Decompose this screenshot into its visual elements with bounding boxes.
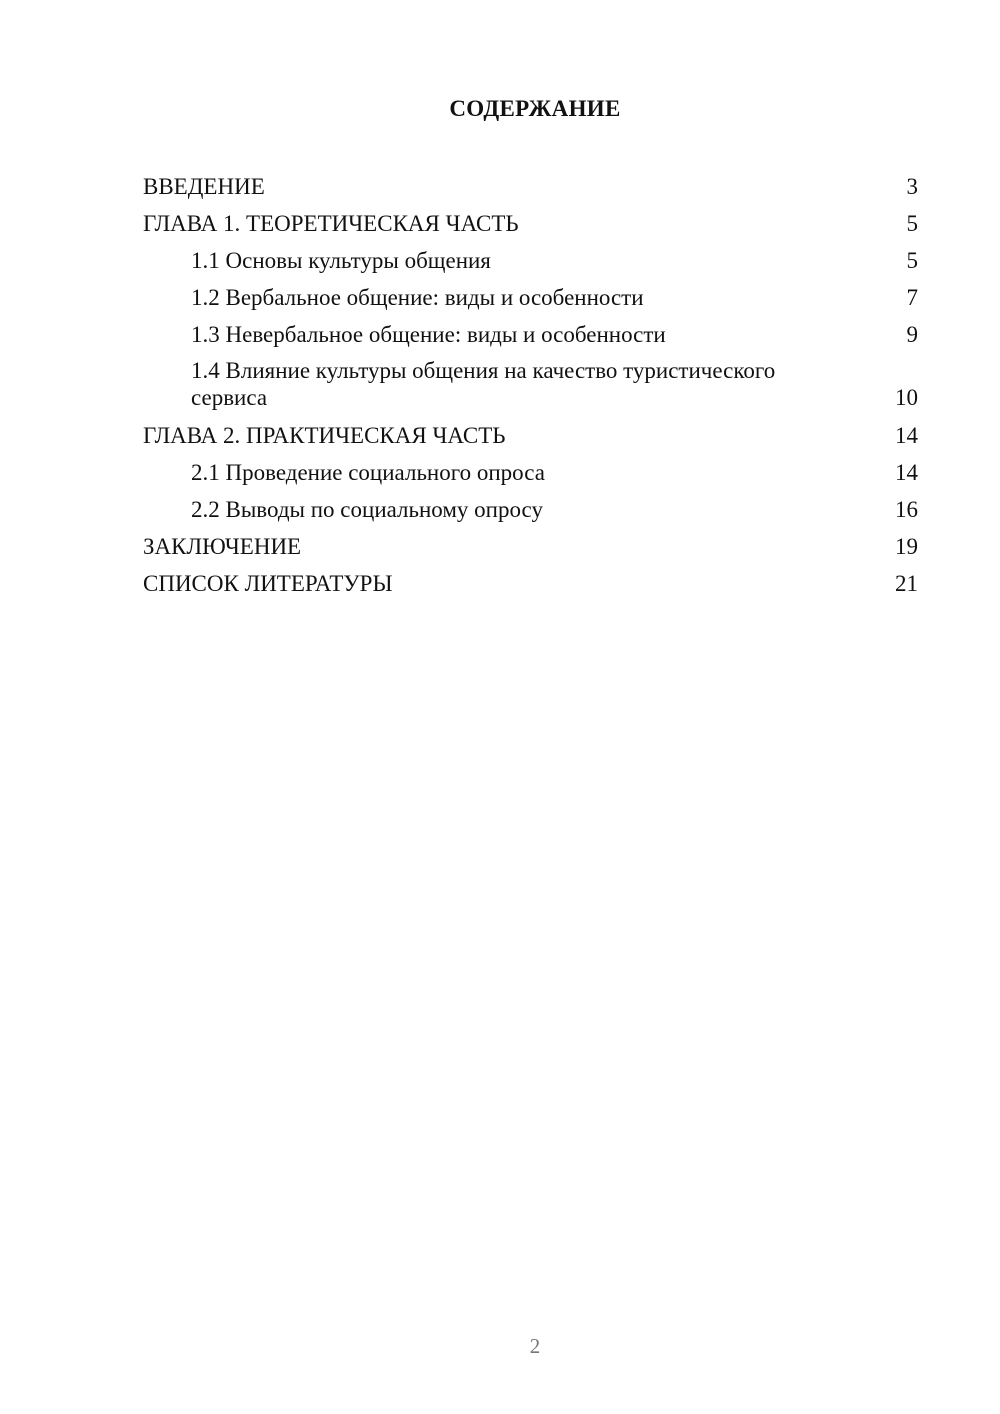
toc-entry-page: 7 <box>906 285 918 310</box>
toc-entry-conclusion[interactable] <box>143 528 918 565</box>
toc-entry-chapter-1[interactable] <box>143 205 918 242</box>
toc-entry-page: 3 <box>906 174 918 199</box>
toc-entry-introduction[interactable] <box>143 168 918 205</box>
page-number: 2 <box>529 1334 541 1358</box>
toc-entry-bibliography[interactable] <box>143 565 918 602</box>
toc-entry-page: 19 <box>895 534 918 559</box>
toc-entry-page: 5 <box>906 211 918 236</box>
toc-entry-page: 14 <box>895 460 918 485</box>
toc-entry-page: 14 <box>895 423 918 448</box>
toc-entry-chapter-2[interactable] <box>143 417 918 454</box>
toc-entry-label: ГЛАВА 1. ТЕОРЕТИЧЕСКАЯ ЧАСТЬ <box>143 211 519 236</box>
toc-entry-label: ГЛАВА 2. ПРАКТИЧЕСКАЯ ЧАСТЬ <box>143 423 506 448</box>
toc-entry-page: 21 <box>895 571 918 596</box>
toc-entry-page: 5 <box>906 248 918 273</box>
toc-entry-section-2-2[interactable] <box>143 491 918 528</box>
toc-entry-label: 1.2 Вербальное общение: виды и особенности <box>191 285 644 310</box>
toc-entry-label: 1.4 Влияние культуры общения на качество туристического сервиса <box>191 358 776 410</box>
toc-entry-section-1-1[interactable] <box>143 242 918 279</box>
toc-entry-page: 10 <box>895 385 918 410</box>
toc-entry-section-1-2[interactable] <box>143 279 918 316</box>
toc-entry-page: 16 <box>895 497 918 522</box>
toc-entry-label: 1.3 Невербальное общение: виды и особенности <box>191 322 666 347</box>
toc-entry-section-2-1[interactable] <box>143 454 918 491</box>
page-title: СОДЕРЖАНИЕ <box>449 96 621 121</box>
toc-entry-label: 1.1 Основы культуры общения <box>191 248 491 273</box>
toc-entry-label: 2.2 Выводы по социальному опросу <box>191 497 543 522</box>
toc-entry-page: 9 <box>906 322 918 347</box>
toc-entry-label: СПИСОК ЛИТЕРАТУРЫ <box>143 571 393 596</box>
toc-entry-label: ВВЕДЕНИЕ <box>143 174 265 199</box>
toc-entry-section-1-3[interactable] <box>143 316 918 353</box>
toc-entry-label: 2.1 Проведение социального опроса <box>191 460 545 485</box>
toc-entry-label: ЗАКЛЮЧЕНИЕ <box>143 534 302 559</box>
table-of-contents <box>143 168 918 602</box>
toc-entry-section-1-4[interactable] <box>143 353 918 417</box>
